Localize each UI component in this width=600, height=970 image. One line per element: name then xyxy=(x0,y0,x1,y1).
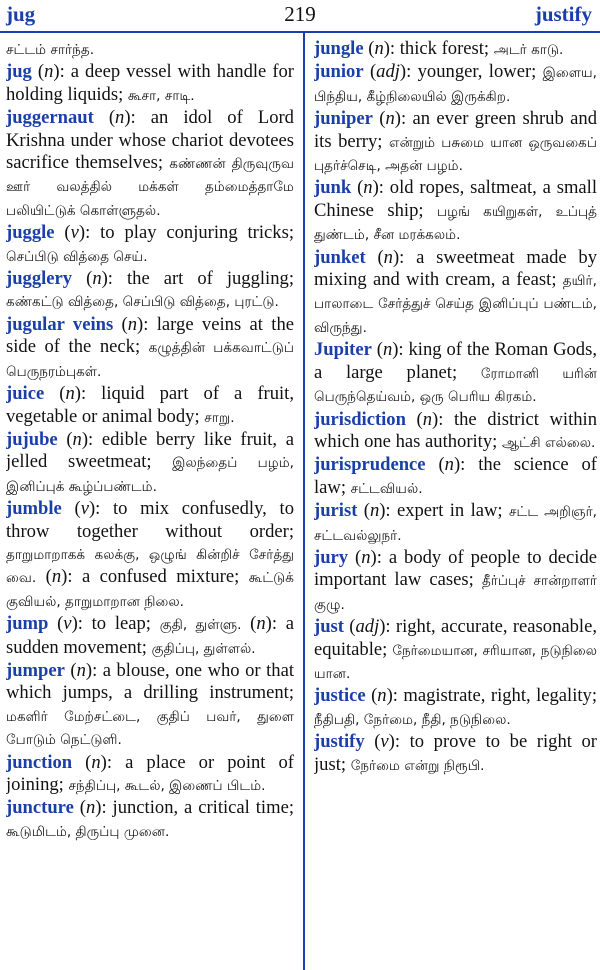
column-divider xyxy=(303,33,305,970)
tamil-meaning: தாறுமாறாகக் கலக்கு, ஒழுங் கின்றிச் சேர்த்து வை. xyxy=(6,546,294,587)
headword: juice xyxy=(6,383,45,405)
part-of-speech: n xyxy=(85,797,96,819)
part-of-speech: n xyxy=(361,546,371,568)
dictionary-entry: justify (v): to prove to be right or just; நேர்மை என்று நிரூபி. xyxy=(314,731,597,775)
tamil-meaning: சட்டம் சார்ந்த. xyxy=(6,42,95,58)
dictionary-entry xyxy=(6,38,294,61)
headword: jug xyxy=(6,61,32,83)
dictionary-entry: Jupiter (n): king of the Roman Gods, a large planet; ரோமானி யரின் பெருந்தெய்வம், ஒரு பெரிய கிரகம். xyxy=(314,339,597,406)
english-definition: king of the Roman Gods, a large planet; xyxy=(314,339,597,383)
part-of-speech: adj xyxy=(376,61,400,83)
tamil-meaning: என்றும் பசுமை யான ஒருவகைப் புதர்ச்செடி, அதன் பழம். xyxy=(314,134,597,175)
part-of-speech: n xyxy=(385,108,395,130)
english-definition: a deep vessel with handle for holding liquids; xyxy=(6,61,294,105)
page-number: 219 xyxy=(284,2,316,26)
headword: juncture xyxy=(6,797,74,819)
headword: jujube xyxy=(6,428,58,450)
part-of-speech: n xyxy=(374,38,384,59)
headword: junk xyxy=(314,177,352,199)
dictionary-entry: jumper (n): a blouse, one who or that which jumps, a drilling instrument; மகளிர் மேற்சட்டை, குதிப் பவர், துளை போடும் நெட்டுளி. xyxy=(6,659,294,749)
english-definition: expert in law; xyxy=(396,500,503,522)
dictionary-entry: jugglery (n): the art of juggling; கண்கட்டு வித்தை, செப்பிடு வித்தை, புரட்டு. xyxy=(6,268,294,311)
headword: junior xyxy=(314,61,364,83)
tamil-meaning: தயிர், பாலாடை சேர்த்துச் செய்த இனிப்புப் பண்டம், விருந்து. xyxy=(314,273,597,336)
headword: jurisprudence xyxy=(314,454,426,476)
part-of-speech: adj xyxy=(355,616,380,638)
english-definition: to prove to be right or just; xyxy=(314,731,597,775)
dictionary-entry: juice (n): liquid part of a fruit, vegetable or animal body; சாறு. xyxy=(6,383,294,427)
part-of-speech: v xyxy=(380,731,389,753)
dictionary-entry: junk (n): old ropes, saltmeat, a small Chinese ship; பழங் கயிறுகள், உப்புத் துண்டம், சீன மரக்கலம். xyxy=(314,177,597,244)
headword: jugular veins xyxy=(6,313,114,335)
english-definition: an idol of Lord Krishna under whose chariot devotees sacrifice themselves; xyxy=(6,107,294,174)
part-of-speech: n xyxy=(72,428,82,450)
part-of-speech: n xyxy=(115,107,125,129)
tamil-meaning: கூடுமிடம், திருப்பு முனை. xyxy=(6,823,170,840)
english-definition: a place or point of joining; xyxy=(6,751,294,795)
english-definition: old ropes, saltmeat, a small Chinese ship; xyxy=(314,177,597,221)
english-definition: younger, lower; xyxy=(417,61,537,83)
part-of-speech: n xyxy=(91,751,101,773)
part-of-speech: n xyxy=(65,383,75,405)
tamil-meaning: கூசா, சாடி. xyxy=(127,87,195,104)
tamil-meaning: சட்டவியல். xyxy=(350,480,423,497)
tamil-meaning: மகளிர் மேற்சட்டை, குதிப் பவர், துளை போடும் நெட்டுளி. xyxy=(6,708,294,749)
tamil-meaning: இளைய, பிந்திய, கீழ்நிலையில் இருக்கிற. xyxy=(314,65,597,105)
dictionary-entry: justice (n): magistrate, right, legality; நீதிபதி, நேர்மை, நீதி, நடுநிலை. xyxy=(314,685,597,728)
dictionary-entry: juggle (v): to play conjuring tricks; செப்பிடு வித்தை செய். xyxy=(6,222,294,265)
tamil-meaning: கண்ணன் திருவுருவ ஊர் வலத்தில் மக்கள் தம்மைத்தாமே பலியிட்டுக் கொள்ளுதல். xyxy=(6,156,294,219)
part-of-speech: n xyxy=(422,408,433,430)
english-definition: a sweetmeat made by mixing and with cream, a feast; xyxy=(314,246,597,291)
part-of-speech: n xyxy=(377,685,387,707)
part-of-speech: v xyxy=(80,498,89,520)
part-of-speech: n xyxy=(444,454,454,476)
headword: just xyxy=(314,616,344,638)
english-definition: large veins at the side of the neck; xyxy=(6,313,294,358)
header-rule xyxy=(0,31,600,33)
english-definition: to leap; xyxy=(91,613,151,635)
headword: jumper xyxy=(6,659,65,681)
tamil-meaning: நீதிபதி, நேர்மை, நீதி, நடுநிலை. xyxy=(314,711,511,728)
tamil-meaning: குதிப்பு, துள்ளல். xyxy=(151,640,256,657)
english-definition: right, accurate, reasonable, equitable; xyxy=(314,616,597,660)
part-of-speech: n xyxy=(76,659,86,681)
english-definition: edible berry like fruit, a jelled sweetmeat; xyxy=(6,428,294,473)
header-guide-word-left: jug xyxy=(6,2,36,26)
header-guide-word-right: justify xyxy=(534,2,592,26)
english-definition: thick forest; xyxy=(399,38,490,59)
tamil-meaning: அடர் காடு. xyxy=(493,42,564,58)
dictionary-entry: juggernaut (n): an idol of Lord Krishna under whose chariot devotees sacrifice themselves; கண்ணன் திருவுருவ ஊர் வலத்தில் மக்கள் தம்மைத்தாமே பலியிட்டுக் கொள்ளுதல். xyxy=(6,107,294,219)
tamil-meaning: நேர்மையான, சரியான, நடுநிலை யான. xyxy=(314,642,597,682)
english-definition: an ever green shrub and its berry; xyxy=(314,108,597,152)
english-definition: to play conjuring tricks; xyxy=(100,222,294,244)
headword: Jupiter xyxy=(314,339,372,361)
dictionary-entry: jump (v): to leap; குதி, துள்ளு. (n): a sudden movement; குதிப்பு, துள்ளல். xyxy=(6,613,294,658)
english-definition: a blouse, one who or that which jumps, a drilling instrument; xyxy=(6,659,294,704)
part-of-speech: n xyxy=(92,268,102,290)
english-definition: the art of juggling; xyxy=(126,268,294,290)
tamil-meaning: ரோமானி யரின் பெருந்தெய்வம், ஒரு பெரிய கிரகம். xyxy=(314,365,597,406)
tamil-meaning: ஆட்சி எல்லை. xyxy=(501,434,596,451)
english-definition: a confused mixture; xyxy=(81,566,240,588)
headword: justify xyxy=(314,731,365,753)
tamil-meaning: செப்பிடு வித்தை செய். xyxy=(6,248,148,265)
dictionary-entry: jug (n): a deep vessel with handle for holding liquids; கூசா, சாடி. xyxy=(6,61,294,105)
tamil-meaning: கண்கட்டு வித்தை, செப்பிடு வித்தை, புரட்டு. xyxy=(6,294,279,311)
english-definition: junction, a critical time; xyxy=(112,797,294,819)
headword: juggle xyxy=(6,222,55,244)
tamil-meaning: கழுத்தின் பக்கவாட்டுப் பெருநரம்புகள். xyxy=(6,340,294,380)
headword: jugglery xyxy=(6,268,73,290)
part-of-speech: v xyxy=(63,613,72,635)
dictionary-entry: jurisdiction (n): the district within which one has authority; ஆட்சி எல்லை. xyxy=(314,408,597,452)
tamil-meaning: கூட்டுக் குவியல், தாறுமாறான நிலை. xyxy=(6,570,294,610)
dictionary-entry: jurist (n): expert in law; சட்ட அறிஞர், சட்டவல்லுநர். xyxy=(314,500,597,544)
english-definition: liquid part of a fruit, vegetable or animal body; xyxy=(6,383,294,427)
dictionary-entry: jurisprudence (n): the science of law; சட்டவியல். xyxy=(314,454,597,498)
dictionary-entry: junket (n): a sweetmeat made by mixing and with cream, a feast; தயிர், பாலாடை சேர்த்துச் செய்த இனிப்புப் பண்டம், விருந்து. xyxy=(314,246,597,336)
headword: jurisdiction xyxy=(314,408,406,430)
dictionary-entry: jungle (n): thick forest; அடர் காடு. xyxy=(314,38,564,59)
tamil-meaning: இலந்தைப் பழம், இனிப்புக் கூழ்ப்பண்டம். xyxy=(6,455,294,495)
dictionary-entry: junior (adj): younger, lower; இளைய, பிந்திய, கீழ்நிலையில் இருக்கிற. xyxy=(314,61,597,105)
part-of-speech: n xyxy=(383,246,393,268)
dictionary-entry: jujube (n): edible berry like fruit, a jelled sweetmeat; இலந்தைப் பழம், இனிப்புக் கூழ்ப்பண்டம். xyxy=(6,428,294,495)
english-definition: the science of law; xyxy=(314,454,597,498)
english-definition: to mix confusedly, to throw together without order; xyxy=(6,498,294,542)
part-of-speech: n xyxy=(51,566,62,588)
dictionary-entry: junction (n): a place or point of joining; சந்திப்பு, கூடல், இணைப் பிடம். xyxy=(6,751,294,795)
left-column xyxy=(6,38,294,970)
english-definition: magistrate, right, legality; xyxy=(403,685,597,707)
headword: jungle xyxy=(314,38,364,59)
tamil-meaning: தீர்ப்புச் சான்றாளர் குழு. xyxy=(314,573,597,613)
part-of-speech: n xyxy=(382,339,393,361)
dictionary-entry: juniper (n): an ever green shrub and its berry; என்றும் பசுமை யான ஒருவகைப் புதர்ச்செடி, அதன் பழம். xyxy=(314,108,597,175)
dictionary-entry: jumble (v): to mix confusedly, to throw together without order; தாறுமாறாகக் கலக்கு, ஒழுங் கின்றிச் சேர்த்து வை. (n): a confused mixture; கூட்டுக் குவியல், தாறுமாறான நிலை. xyxy=(6,498,294,610)
dictionary-entry: just (adj): right, accurate, reasonable, equitable; நேர்மையான, சரியான, நடுநிலை யான. xyxy=(314,616,597,682)
headword: jury xyxy=(314,546,349,568)
part-of-speech: n xyxy=(256,613,266,635)
english-definition: a sudden movement; xyxy=(6,613,294,658)
part-of-speech: n xyxy=(44,61,54,83)
headword: jumble xyxy=(6,498,62,520)
english-definition: a body of people to decide important law cases; xyxy=(314,546,597,591)
dictionary-entry: jury (n): a body of people to decide important law cases; தீர்ப்புச் சான்றாளர் குழு. xyxy=(314,546,597,613)
headword: junction xyxy=(6,751,73,773)
tamil-meaning: சட்ட அறிஞர், சட்டவல்லுநர். xyxy=(314,504,597,544)
headword: jump xyxy=(6,613,49,635)
tamil-meaning: சந்திப்பு, கூடல், இணைப் பிடம். xyxy=(68,778,266,794)
tamil-meaning: சாறு. xyxy=(204,409,235,426)
headword: jurist xyxy=(314,500,358,522)
headword: junket xyxy=(314,246,366,268)
headword: justice xyxy=(314,685,366,707)
dictionary-entry: jugular veins (n): large veins at the side of the neck; கழுத்தின் பக்கவாட்டுப் பெருநரம்புகள். xyxy=(6,313,294,380)
dictionary-entry: juncture (n): junction, a critical time; கூடுமிடம், திருப்பு முனை. xyxy=(6,797,294,840)
part-of-speech: n xyxy=(127,313,138,335)
page-header xyxy=(0,0,600,34)
part-of-speech: v xyxy=(70,222,79,244)
tamil-meaning: நேர்மை என்று நிரூபி. xyxy=(350,757,485,774)
tamil-meaning: பழங் கயிறுகள், உப்புத் துண்டம், சீன மரக்கலம். xyxy=(314,203,597,244)
right-column xyxy=(314,38,597,970)
tamil-meaning: குதி, துள்ளு. xyxy=(159,617,242,634)
part-of-speech: n xyxy=(369,500,380,522)
headword: juniper xyxy=(314,108,373,130)
english-definition: the district within which one has authority; xyxy=(314,408,597,452)
part-of-speech: n xyxy=(363,177,373,199)
headword: juggernaut xyxy=(6,107,94,129)
